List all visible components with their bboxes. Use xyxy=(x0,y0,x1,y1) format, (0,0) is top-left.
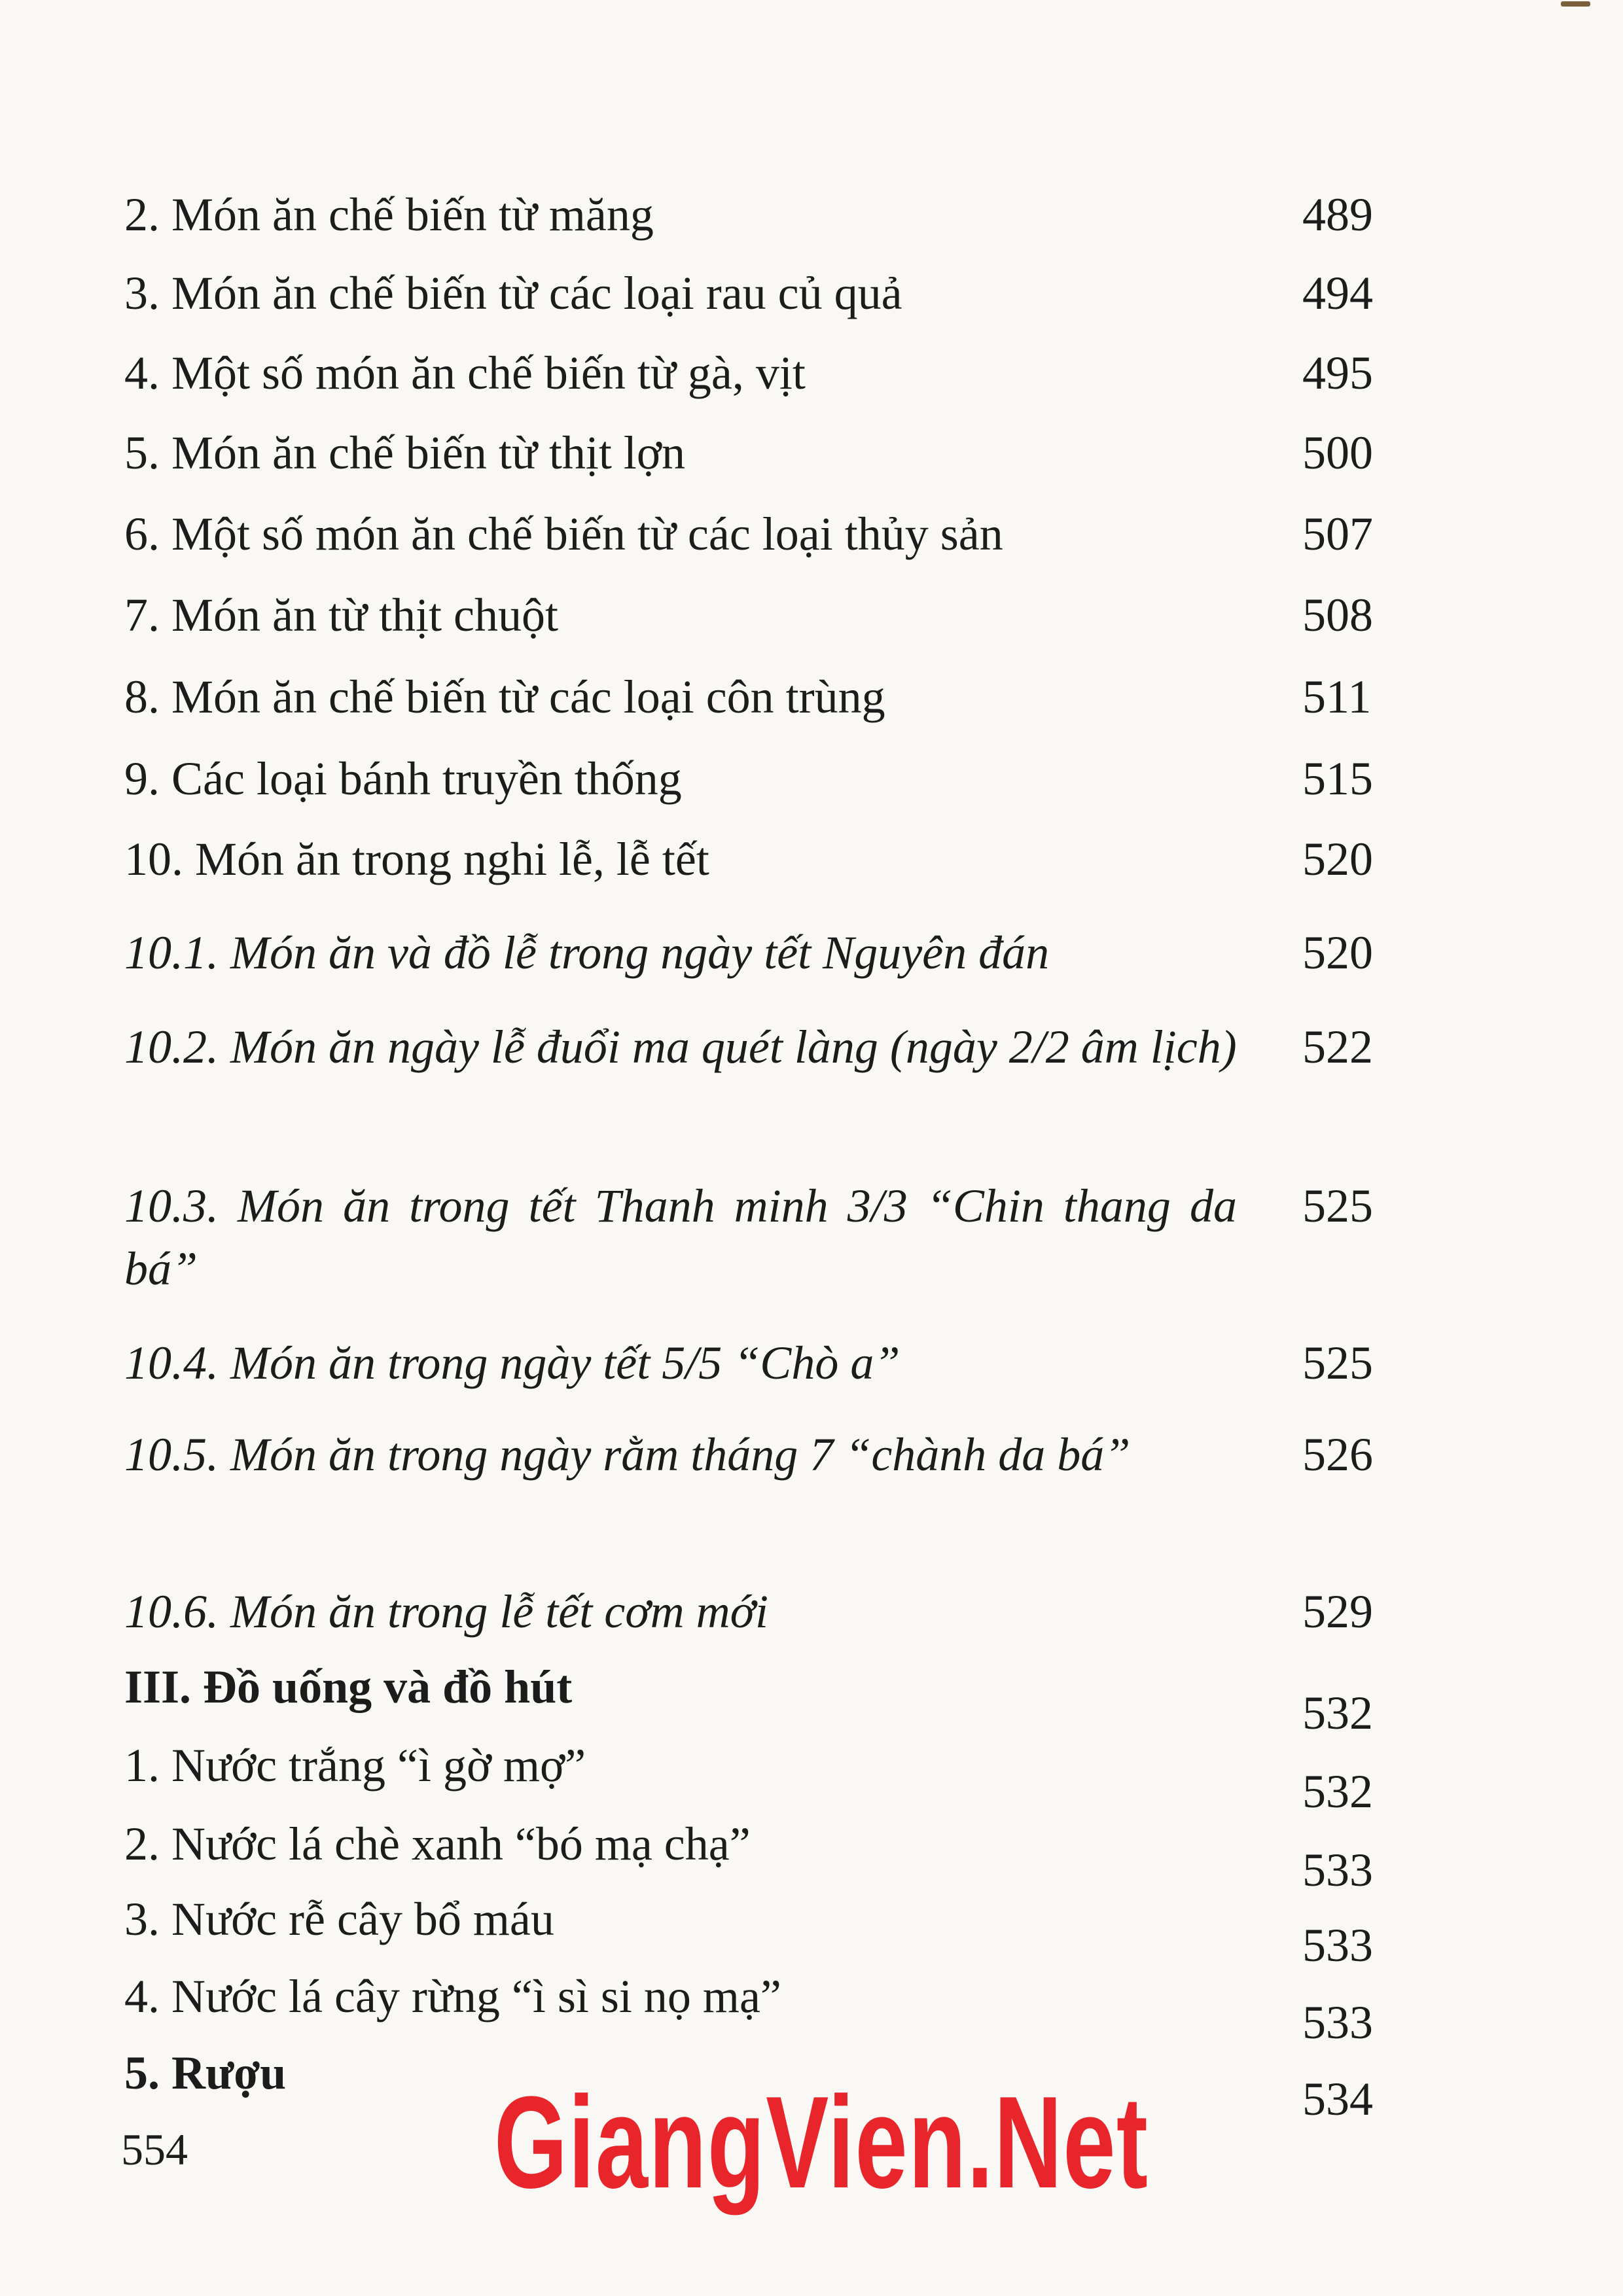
toc-entry-page: 529 xyxy=(1302,1585,1373,1638)
toc-entry-title: 8. Món ăn chế biến từ các loại côn trùng xyxy=(124,671,885,723)
toc-entry-page: 532 xyxy=(1302,1765,1373,1818)
toc-entry-title: 10.3. Món ăn trong tết Thanh minh 3/3 “Chin thang da bá” xyxy=(124,1180,1237,1295)
toc-entry-title: 4. Một số món ăn chế biến từ gà, vịt xyxy=(124,347,806,399)
toc-entry-page: 533 xyxy=(1302,1919,1373,1971)
toc-entry-page: 495 xyxy=(1302,347,1373,399)
toc-entry-page: 511 xyxy=(1302,671,1372,723)
toc-entry-page: 522 xyxy=(1302,1021,1373,1073)
toc-entry-page: 520 xyxy=(1302,927,1373,979)
toc-entry-page: 525 xyxy=(1302,1180,1373,1232)
toc-entry-title: 3. Món ăn chế biến từ các loại rau củ quả xyxy=(124,267,902,319)
toc-entry-title: 5. Rượu xyxy=(124,2047,287,2099)
toc-entry-title: 10.5. Món ăn trong ngày rằm tháng 7 “chành da bá” xyxy=(124,1428,1131,1481)
toc-entry-title: 10.4. Món ăn trong ngày tết 5/5 “Chò a” xyxy=(124,1337,901,1389)
toc-entry-page: 533 xyxy=(1302,1996,1373,2049)
toc-entry-title: 3. Nước rễ cây bổ máu xyxy=(124,1893,554,1945)
toc-entry-page: 515 xyxy=(1302,752,1373,805)
toc-entry-page: 533 xyxy=(1302,1844,1373,1896)
toc-entry-title: 1. Nước trắng “ì gờ mợ” xyxy=(124,1739,586,1792)
scan-corner-mark xyxy=(1561,1,1590,7)
toc-entry-title: 10. Món ăn trong nghi lễ, lễ tết xyxy=(124,833,709,885)
toc-entry-page: 526 xyxy=(1302,1428,1373,1481)
toc-entry-title: 10.6. Món ăn trong lễ tết cơm mới xyxy=(124,1585,769,1638)
toc-entry-title: 9. Các loại bánh truyền thống xyxy=(124,752,682,805)
toc-entry-title: 10.2. Món ăn ngày lễ đuổi ma quét làng (ngày 2/2 âm lịch) xyxy=(124,1021,1237,1073)
page-number: 554 xyxy=(121,2125,188,2174)
toc-entry-page: 534 xyxy=(1302,2073,1373,2125)
toc-entry-page: 508 xyxy=(1302,589,1373,641)
toc-entry-page: 494 xyxy=(1302,267,1373,319)
toc-entry-title: 10.1. Món ăn và đồ lễ trong ngày tết Nguyên đán xyxy=(124,927,1050,979)
toc-entry-page: 507 xyxy=(1302,508,1373,560)
toc-entry-page: 500 xyxy=(1302,427,1373,479)
toc-entry-title: 7. Món ăn từ thịt chuột xyxy=(124,589,558,641)
toc-entry-title: 5. Món ăn chế biến từ thịt lợn xyxy=(124,427,685,479)
toc-entry-title: 4. Nước lá cây rừng “ì sì si nọ mạ” xyxy=(124,1970,781,2022)
toc-entry-title: 2. Nước lá chè xanh “bó mạ chạ” xyxy=(124,1818,751,1870)
toc-entry-page: 489 xyxy=(1302,188,1373,241)
watermark-logo: GiangVien.Net xyxy=(494,2070,1149,2216)
toc-entry-title: III. Đồ uống và đồ hút xyxy=(124,1661,573,1713)
toc-entry-page: 525 xyxy=(1302,1337,1373,1389)
toc-entry-title: 2. Món ăn chế biến từ măng xyxy=(124,188,654,241)
toc-entry-page: 532 xyxy=(1302,1687,1373,1739)
toc-entry-title: 6. Một số món ăn chế biến từ các loại thủy sản xyxy=(124,508,1003,560)
toc-entry-page: 520 xyxy=(1302,833,1373,885)
